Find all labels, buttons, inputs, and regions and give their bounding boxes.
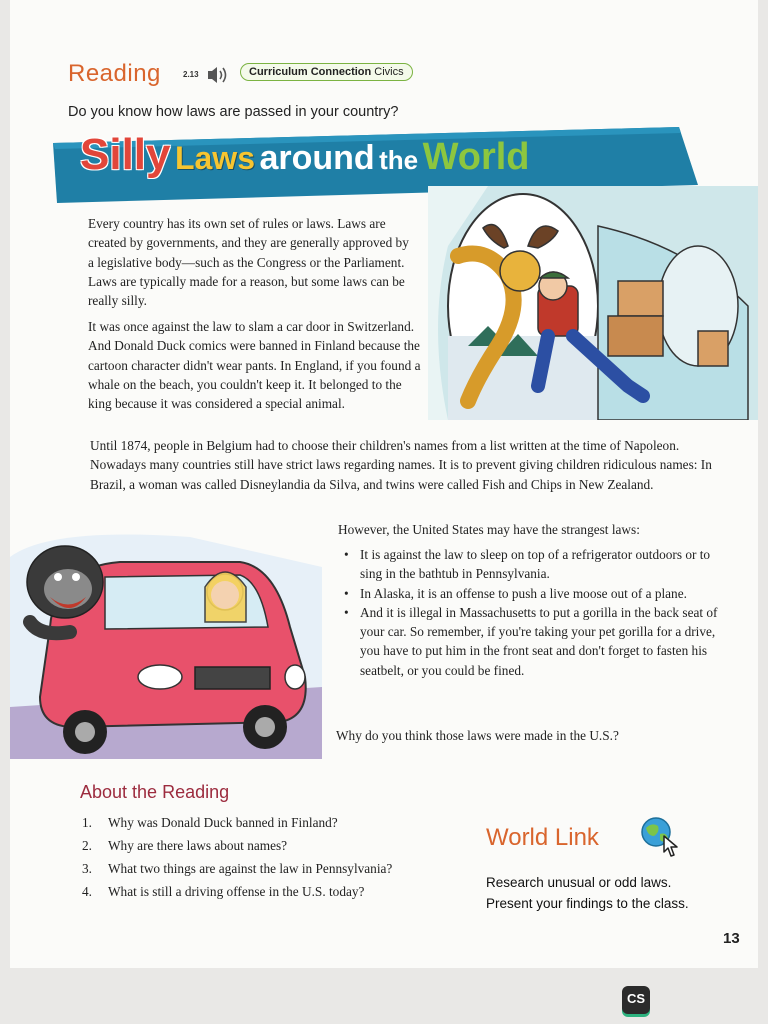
textbook-page: [10, 0, 758, 968]
page-number: 13: [723, 930, 740, 947]
badge-subject: Civics: [374, 66, 404, 78]
question-text: Why are there laws about names?: [108, 838, 288, 853]
question-text: What two things are against the law in Pennsylvania?: [108, 861, 393, 876]
comprehension-questions: [80, 813, 470, 905]
world-link-line-2: Present your findings to the class.: [486, 896, 689, 911]
list-item: • And it is illegal in Massachusetts to put a gorilla in the back seat of your car. So remember, if you're taking your pet gorilla for a drive, you have to put him in the front seat and don't forget to fasten his seatbelt, or you could be fined.: [340, 603, 720, 680]
article-paragraph-2: It was once against the law to slam a car door in Switzerland. And Donald Duck comics were banned in Finland because the cartoon character didn't wear pants. In England, if you found a whale on the beach, you couldn't keep it. It belonged to the king because it was considered a special animal.: [88, 319, 421, 412]
question-item: [80, 813, 470, 833]
audio-icon[interactable]: [206, 64, 232, 86]
question-item: [80, 882, 470, 902]
gorilla-car-illustration: [10, 527, 322, 759]
list-item: • It is against the law to sleep on top of a refrigerator outdoors or to sing in the bathtub in Pennsylvania.: [340, 545, 720, 584]
scanner-logo: CS: [622, 986, 650, 1014]
world-link-line-1: Research unusual or odd laws.: [486, 875, 672, 890]
audio-track-number: 2.13: [183, 70, 199, 79]
title-word-world: World: [422, 136, 530, 178]
article-paragraph-3: Until 1874, people in Belgium had to choose their children's names from a list written at the time of Napoleon. Nowadays many countries still have strict laws regarding names. It is to prevent giving children ridiculous names: In Brazil, a woman was called Disneylandia da Silva, and twins were called Fish and Chips in New Zealand.: [90, 438, 712, 492]
intro-question: Do you know how laws are passed in your country?: [68, 104, 399, 120]
article-paragraph-4: However, the United States may have the strangest laws:: [338, 522, 640, 537]
question-item: [80, 859, 470, 879]
badge-label: Curriculum Connection: [249, 66, 372, 78]
question-number: 2.: [82, 838, 92, 853]
question-text: Why was Donald Duck banned in Finland?: [108, 815, 338, 830]
closing-question: Why do you think those laws were made in the U.S.?: [336, 728, 619, 743]
question-item: [80, 836, 470, 856]
title-word-laws: Laws: [174, 140, 255, 176]
title-word-the: the: [379, 145, 419, 175]
question-number: 3.: [82, 861, 92, 876]
curriculum-badge: [240, 63, 413, 81]
about-reading-title: About the Reading: [80, 782, 230, 802]
world-link-title: World Link: [486, 824, 599, 851]
moose-plane-illustration: [428, 186, 758, 420]
list-item: • In Alaska, it is an offense to push a live moose out of a plane.: [340, 584, 720, 603]
us-laws-list: [340, 545, 720, 680]
world-link-instructions: [486, 872, 746, 914]
globe-cursor-icon[interactable]: [638, 814, 684, 860]
title-word-silly: Silly: [80, 130, 171, 179]
question-number: 4.: [82, 884, 92, 899]
title-word-around: around: [259, 139, 375, 177]
question-text: What is still a driving offense in the U.S. today?: [108, 884, 365, 899]
question-number: 1.: [82, 815, 92, 830]
section-title: Reading: [68, 60, 161, 87]
article-paragraph-1: Every country has its own set of rules or laws. Laws are created by governments, and they are generally approved by a legislative body—such as the Congress or the Parliament. Laws are typically made for a reason, but some laws can be really silly.: [88, 216, 409, 309]
